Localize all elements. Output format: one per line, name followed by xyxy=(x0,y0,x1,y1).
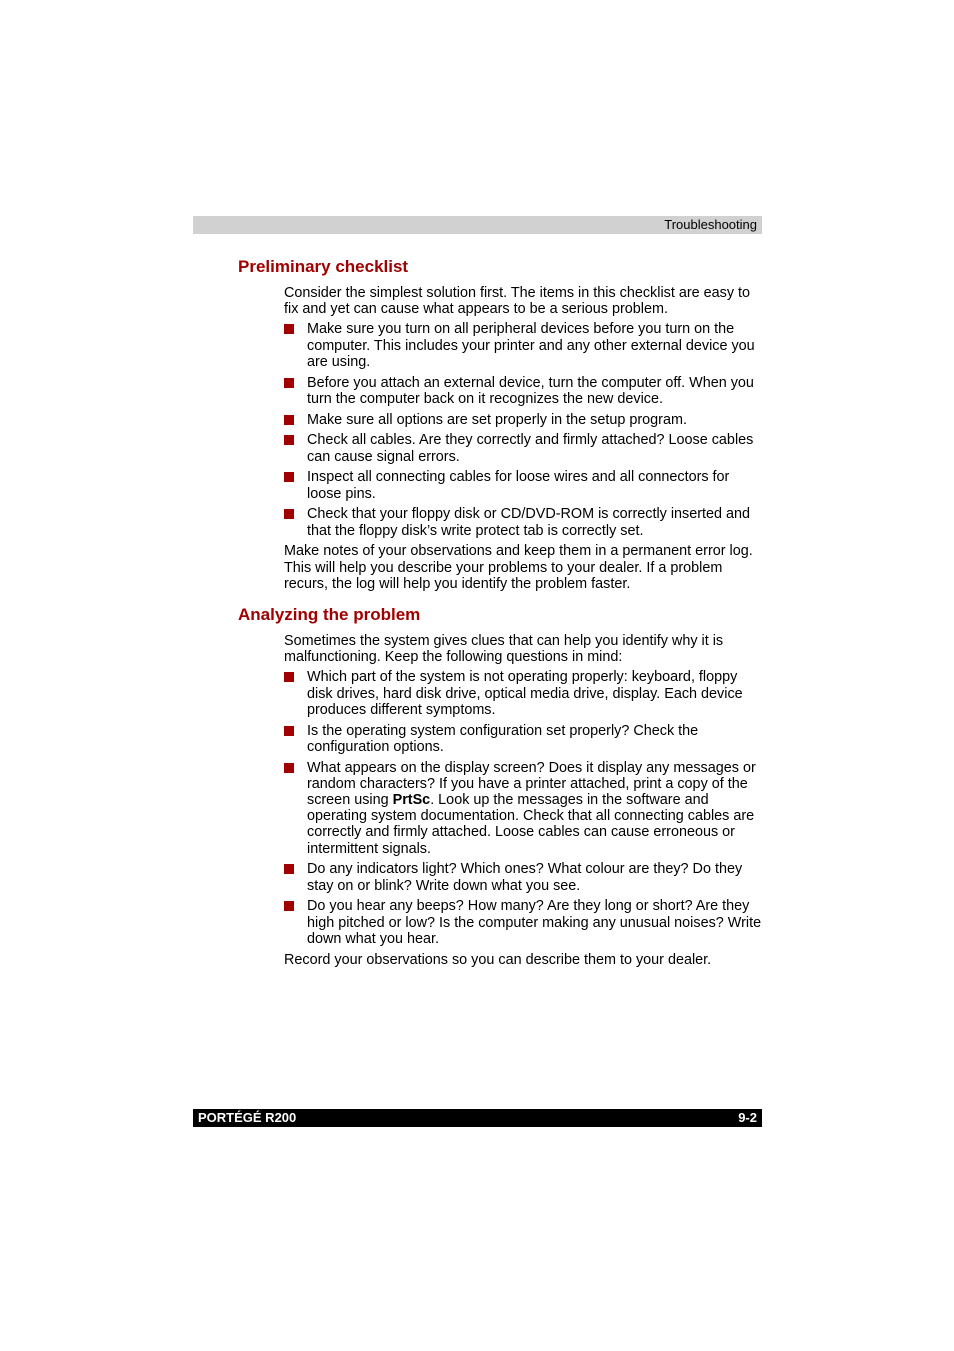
bullet-square-icon xyxy=(284,324,294,334)
list-item: Check that your floppy disk or CD/DVD-ROM is correctly inserted and that the floppy disk’s write protect tab is correctly set. xyxy=(284,506,762,538)
bullet-square-icon xyxy=(284,509,294,519)
bullet-square-icon xyxy=(284,901,294,911)
product-name: PORTÉGÉ R200 xyxy=(198,1110,297,1125)
list-item: Make sure all options are set properly in the setup program. xyxy=(284,412,762,428)
prtsc-key: PrtSc xyxy=(392,792,431,809)
list-item: Inspect all connecting cables for loose wires and all connectors for loose pins. xyxy=(284,469,762,501)
bullet-square-icon xyxy=(284,415,294,425)
checklist xyxy=(284,321,762,538)
list-item: Do any indicators light? Which ones? What colour are they? Do they stay on or blink? Write down what you see. xyxy=(284,861,762,893)
list-item: Make sure you turn on all peripheral devices before you turn on the computer. This includes your printer and any other external device you are using. xyxy=(284,321,762,370)
header-bar xyxy=(193,216,762,234)
section2-outro: Record your observations so you can describe them to your dealer. xyxy=(284,951,712,968)
section1-intro: Consider the simplest solution first. The items in this checklist are easy to fix and yet can cause what appears to be a serious problem. xyxy=(284,285,751,318)
chapter-title: Troubleshooting xyxy=(664,217,757,232)
list-item: Do you hear any beeps? How many? Are they long or short? Are they high pitched or low? Is the computer making any unusual noises? Write down what you hear. xyxy=(284,898,762,947)
bullet-square-icon xyxy=(284,672,294,682)
section1-outro: Make notes of your observations and keep them in a permanent error log. This will help you describe your problems to your dealer. If a problem recurs, the log will help you identify the problem faster. xyxy=(284,543,753,592)
list-item: Which part of the system is not operating properly: keyboard, floppy disk drives, hard disk drive, optical media drive, display. Each device produces different symptoms. xyxy=(284,669,762,718)
section-preliminary-checklist xyxy=(284,285,762,592)
page-number: 9-2 xyxy=(738,1110,757,1125)
bullet-square-icon xyxy=(284,472,294,482)
list-item: Check all cables. Are they correctly and firmly attached? Loose cables can cause signal errors. xyxy=(284,432,762,464)
section-heading-preliminary-checklist: Preliminary checklist xyxy=(238,257,409,276)
question-list xyxy=(284,669,762,947)
bullet-square-icon xyxy=(284,763,294,773)
list-item: Is the operating system configuration set properly? Check the configuration options. xyxy=(284,723,762,755)
section2-intro: Sometimes the system gives clues that can help you identify why it is malfunctioning. Keep the following questions in mind: xyxy=(284,633,724,666)
list-item: What appears on the display screen? Does it display any messages or random characters? If you have a printer attached, print a copy of the screen using PrtSc. Look up the messages in the software and operating system documentation. Check that all connecting cables are correctly and firmly attached. Loose cables can cause erroneous or intermittent signals. xyxy=(284,760,762,857)
list-item: Before you attach an external device, turn the computer off. When you turn the computer back on it recognizes the new device. xyxy=(284,375,762,407)
bullet-square-icon xyxy=(284,378,294,388)
footer-bar xyxy=(193,1109,762,1127)
section-heading-analyzing-the-problem: Analyzing the problem xyxy=(238,605,421,624)
section-analyzing-the-problem xyxy=(284,633,762,968)
bullet-square-icon xyxy=(284,864,294,874)
bullet-square-icon xyxy=(284,726,294,736)
bullet-square-icon xyxy=(284,435,294,445)
